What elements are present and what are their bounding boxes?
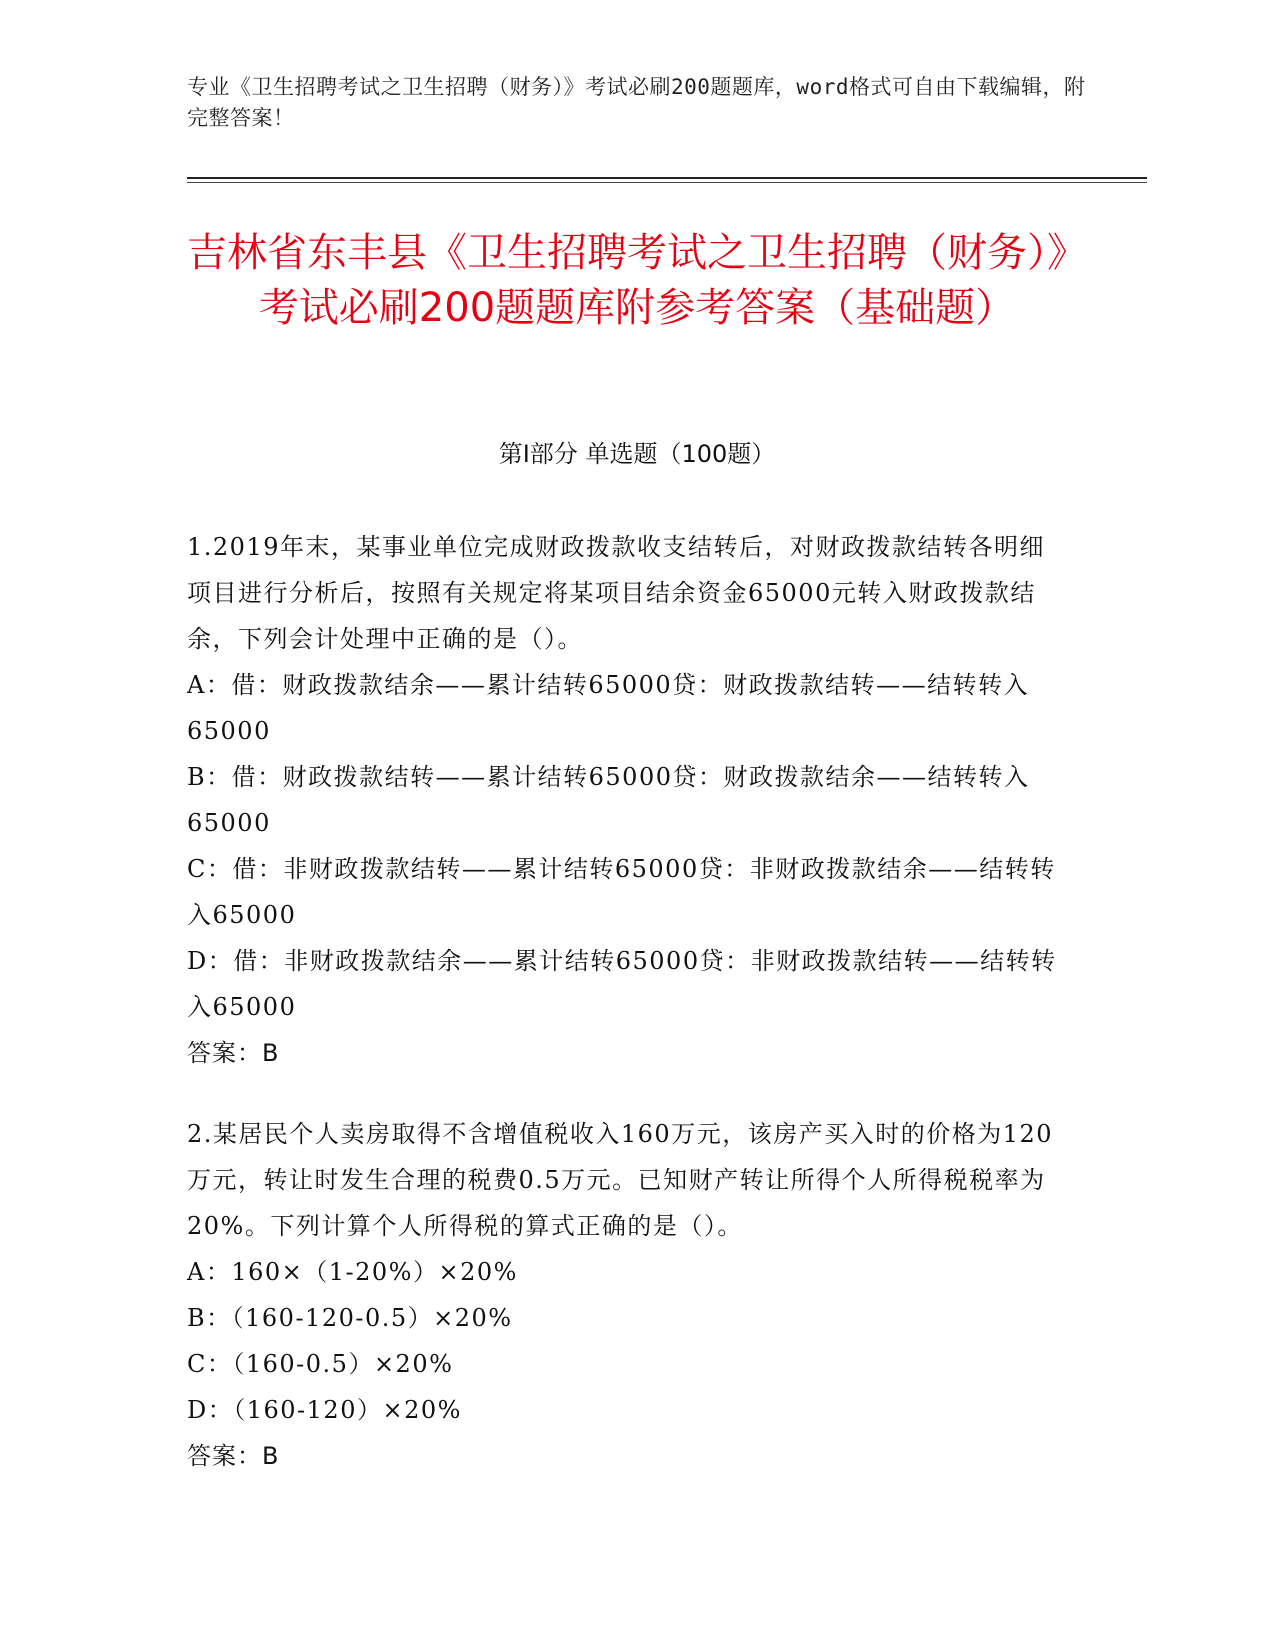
header-note: 专业《卫生招聘考试之卫生招聘（财务）》考试必刷200题题库，word格式可自由下载编辑，附完整答案！ — [187, 75, 1086, 130]
answer-label: 答案：B — [187, 1442, 280, 1470]
option-b: B：（160-120-0.5）×20% — [187, 1304, 513, 1332]
question-block — [187, 524, 1067, 1076]
section-title: 第Ⅰ部分 单选题（100题） — [498, 440, 776, 468]
option-d: D：借：非财政拨款结余——累计结转65000贷：非财政拨款结转——结转转入65000 — [187, 947, 1057, 1021]
document-title: 吉林省东丰县《卫生招聘考试之卫生招聘（财务）》考试必刷200题题库附参考答案（基础题） — [187, 230, 1087, 331]
option-a: A：160×（1-20%）×20% — [187, 1258, 518, 1286]
question-block — [187, 1111, 1067, 1479]
option-d: D：（160-120）×20% — [187, 1396, 462, 1424]
header-divider-thick — [187, 177, 1147, 179]
option-a: A：借：财政拨款结余——累计结转65000贷：财政拨款结转——结转转入65000 — [187, 671, 1030, 745]
option-c: C：（160-0.5）×20% — [187, 1350, 454, 1378]
option-c: C：借：非财政拨款结转——累计结转65000贷：非财政拨款结余——结转转入65000 — [187, 855, 1056, 929]
header-divider-thin — [187, 182, 1147, 183]
question-stem: 1.2019年末，某事业单位完成财政拨款收支结转后，对财政拨款结转各明细项目进行分析后，按照有关规定将某项目结余资金65000元转入财政拨款结余，下列会计处理中正确的是（）。 — [187, 533, 1045, 653]
question-stem: 2.某居民个人卖房取得不含增值税收入160万元，该房产买入时的价格为120万元，转让时发生合理的税费0.5万元。已知财产转让所得个人所得税税率为20%。下列计算个人所得税的算式正确的是（）。 — [187, 1120, 1054, 1240]
option-b: B：借：财政拨款结转——累计结转65000贷：财政拨款结余——结转转入65000 — [187, 763, 1030, 837]
answer-label: 答案：B — [187, 1039, 280, 1067]
